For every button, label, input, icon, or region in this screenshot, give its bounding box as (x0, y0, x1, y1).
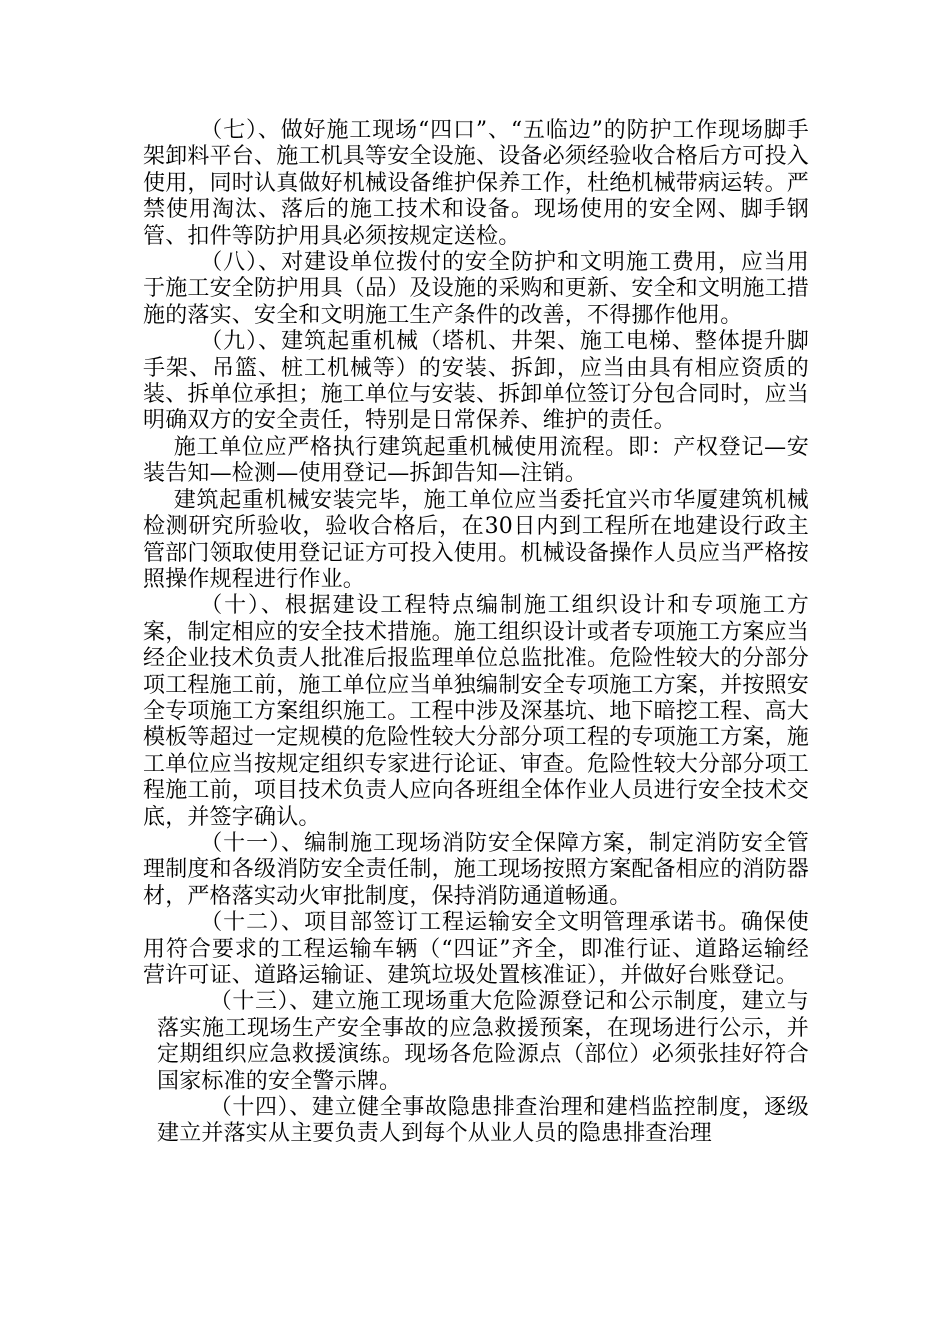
paragraph-crane-process: 施工单位应严格执行建筑起重机械使用流程。即：产权登记—安装告知—检测—使用登记—拆卸告知—注销。 (143, 434, 809, 487)
document-body (143, 118, 809, 1148)
paragraph-11: （十一）、编制施工现场消防安全保障方案，制定消防安全管理制度和各级消防安全责任制，施工现场按照方案配备相应的消防器材，严格落实动火审批制度，保持消防通道畅通。 (143, 830, 810, 909)
paragraph-12: （十二）、项目部签订工程运输安全文明管理承诺书。确保使用符合要求的工程运输车辆（“四证”齐全，即准行证、道路运输经营许可证、道路运输证、建筑垃圾处置核准证），并做好台账登记。 (143, 910, 809, 988)
paragraph-14: （十四）、建立健全事故隐患排查治理和建档监控制度，逐级建立并落实从主要负责人到每个从业人员的隐患排查治理 (157, 1095, 809, 1147)
paragraph-7: （七）、做好施工现场“四口”、“五临边”的防护工作现场脚手架卸料平台、施工机具等安全设施、设备必须经验收合格后方可投入使用，同时认真做好机械设备维护保养工作，杜绝机械带病运转。严禁使用淘汰、落后的施工技术和设备。现场使用的安全网、脚手钢管、扣件等防护用具必须按规定送检。 (143, 118, 810, 249)
paragraph-crane-inspection: 建筑起重机械安装完毕，施工单位应当委托宜兴市华厦建筑机械检测研究所验收，验收合格后，在30日内到工程所在地建设行政主管部门领取使用登记证方可投入使用。机械设备操作人员应当严格按照操作规程进行作业。 (143, 487, 810, 592)
paragraph-9: （九）、建筑起重机械（塔机、井架、施工电梯、整体提升脚手架、吊篮、桩工机械等）的安装、拆卸，应当由具有相应资质的装、拆单位承担；施工单位与安装、拆卸单位签订分包合同时，应当明确双方的安全责任，特别是日常保养、维护的责任。 (143, 329, 810, 434)
paragraph-8: （八）、对建设单位拨付的安全防护和文明施工费用，应当用于施工安全防护用具（品）及设施的采购和更新、安全和文明施工措施的落实、安全和文明施工生产条件的改善，不得挪作他用。 (143, 250, 810, 328)
paragraph-13: （十三）、建立施工现场重大危险源登记和公示制度，建立与落实施工现场生产安全事故的应急救援预案，在现场进行公示，并定期组织应急救援演练。现场各危险源点（部位）必须张挂好符合国家标准的安全警示牌。 (157, 989, 809, 1094)
paragraph-10: （十）、根据建设工程特点编制施工组织设计和专项施工方案，制定相应的安全技术措施。施工组织设计或者专项施工方案应当经企业技术负责人批准后报监理单位总监批准。危险性较大的分部分项工程施工前，施工单位应当单独编制安全专项施工方案，并按照安全专项施工方案组织施工。工程中涉及深基坑、地下暗挖工程、高大模板等超过一定规模的危险性较大分部分项工程的专项施工方案，施工单位应当按规定组织专家进行论证、审查。危险性较大分部分项工程施工前，项目技术负责人应向各班组全体作业人员进行安全技术交底，并签字确认。 (143, 593, 810, 830)
